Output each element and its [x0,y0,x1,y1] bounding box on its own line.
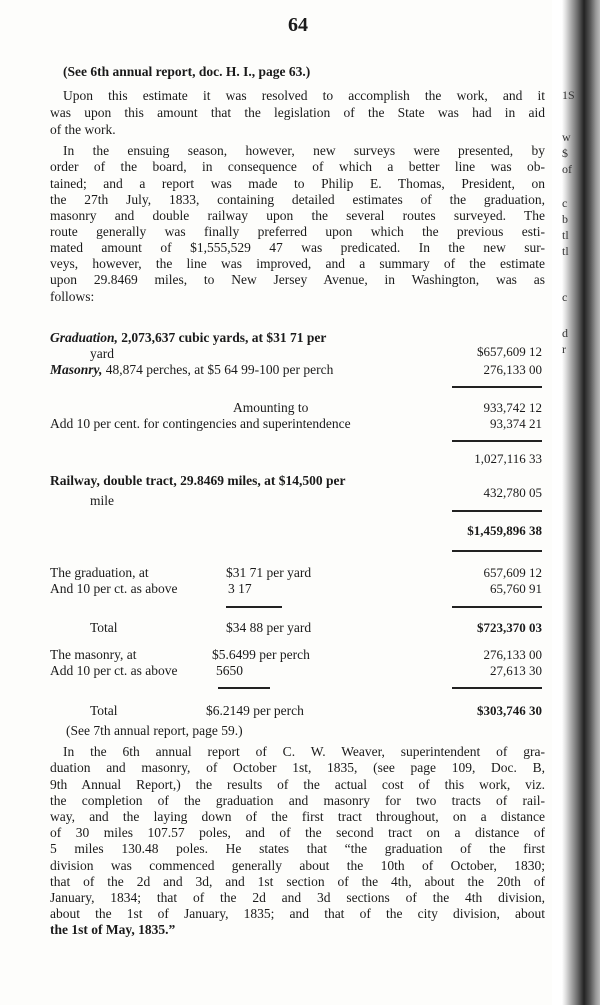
breakdown-mas-total-rate: $6.2149 per perch [206,703,304,718]
breakdown-mas-total-amount: $303,746 30 [477,703,542,718]
estimate-masonry-amount: 276,133 00 [483,362,542,377]
text-line: upon 29.8469 miles, to New Jersey Avenue, in Washington, was as [50,272,545,287]
next-page-fragment: r [562,342,566,356]
text-line: follows: [50,289,95,304]
breakdown-mas-add-rate: 5650 [216,663,243,678]
text-line: the 27th July, 1833, containing detailed estimates of the graduation, [50,192,545,207]
breakdown-mas-total-label: Total [90,703,118,718]
reference-note: (See 7th annual report, page 59.) [66,723,243,738]
text-line: route generally was finally preferred upon which the previous esti- [50,224,545,239]
breakdown-grad-total-amount: $723,370 03 [477,620,542,635]
railway-amount: 432,780 05 [483,485,542,500]
breakdown-grad-add-rate: 3 17 [228,581,252,596]
breakdown-mas-add-amount: 27,613 30 [490,663,542,678]
breakdown-masonry-rate: $5.6499 per perch [212,647,310,662]
breakdown-graduation-label: The graduation, at [50,565,149,580]
text-line: In the 6th annual report of C. W. Weaver, superintendent of gra- [63,744,545,759]
next-page-fragment: c [562,196,568,210]
breakdown-grad-add-label: And 10 per ct. as above [50,581,178,596]
text-line: of the work. [50,122,116,137]
next-page-fragment: tl [562,244,569,258]
breakdown-mas-add-label: Add 10 per ct. as above [50,663,178,678]
estimate-masonry [50,361,545,379]
text-line: the completion of the graduation and masonry for two tracts of rail- [50,793,545,808]
text-line: veys, however, the line was improved, and a summary of the estimate [50,256,545,271]
breakdown-graduation-amount: 657,609 12 [483,565,542,580]
estimate-graduation-cont: yard [90,346,114,361]
grand-total-amount: $1,459,896 38 [467,523,542,538]
description: 2,073,637 cubic yards, at $31 71 per [117,330,327,345]
text-line: masonry and double railway upon the several routes surveyed. The [50,208,545,223]
breakdown-grad-total-rate: $34 88 per yard [226,620,312,635]
text-line: 5 miles 130.48 poles. He states that “the graduation of the first [50,841,545,856]
breakdown-masonry-amount: 276,133 00 [483,647,542,662]
breakdown-masonry-label: The masonry, at [50,647,137,662]
next-page-fragment: b [562,212,568,226]
text-line: of 30 miles 107.57 poles, and of the second tract on a distance of [50,825,545,840]
next-page-fragment: w [562,130,571,144]
next-page-fragment: of [562,162,572,176]
text-line: 9th Annual Report,) the results of the actual cost of this work, viz. [50,777,545,792]
text-line: duation and masonry, of October 1st, 1835, (see page 109, Doc. B, [50,760,545,775]
breakdown-graduation-rate: $31 71 per yard [226,565,312,580]
amounting-label: Amounting to [233,400,309,415]
next-page-fragment: d [562,326,568,340]
next-page-fragment: c [562,290,568,304]
text-line: way, and the laying down of the first tract throughout, on a distance [50,809,545,824]
reference-note: (See 6th annual report, doc. H. I., page 63.) [63,64,311,79]
text-line: In the ensuing season, however, new surveys were presented, by [63,143,545,158]
contingency-label: Add 10 per cent. for contingencies and superintendence [50,416,351,431]
text-line: division was commenced generally about the 10th of October, 1830; [50,858,545,873]
text-line: was upon this amount that the legislation of the State was had in aid [50,105,545,120]
next-page-fragment: tl [562,228,569,242]
subtotal-amount: 1,027,116 33 [474,451,542,466]
railway-cont: mile [90,493,114,508]
page-number: 64 [288,14,308,36]
breakdown-grad-add-amount: 65,760 91 [490,581,542,596]
amounting-amount: 933,742 12 [483,400,542,415]
description: 48,874 perches, at $5 64 99-100 per perch [102,362,334,377]
label: Graduation, [50,330,118,345]
breakdown-grad-total-label: Total [90,620,118,635]
text-line: tained; and a report was made to Philip E. Thomas, President, on [50,176,545,191]
text-line: that of the 2d and 3d, and 1st section of the 4th, about the 20th of [50,874,545,889]
text-line: order of the board, in consequence of which a better line was ob- [50,159,545,174]
next-page-fragment: 1S [562,88,575,102]
text-line: the 1st of May, 1835.” [50,922,176,937]
label: Masonry, [50,362,103,377]
next-page-fragment: $ [562,146,568,160]
railway-description: Railway, double tract, 29.8469 miles, at $14,500 per [50,473,346,488]
text-line: January, 1834; that of the 2d and 3d sections of the 4th division, [50,890,545,905]
text-line: Upon this estimate it was resolved to accomplish the work, and it [63,88,545,103]
estimate-graduation-amount: $657,609 12 [477,344,542,359]
text-line: about the 1st of January, 1835; and that of the city division, about [50,906,545,921]
contingency-amount: 93,374 21 [490,416,542,431]
text-line: mated amount of $1,555,529 47 was predicated. In the new sur- [50,240,545,255]
